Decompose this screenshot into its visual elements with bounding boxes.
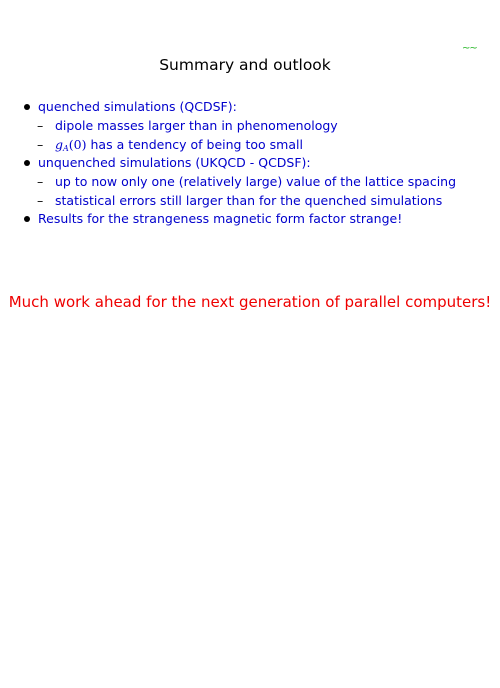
dash-icon: – [37,118,44,133]
subitem-text: dipole masses larger than in phenomenology [55,118,338,133]
math-argument: (0) [68,137,87,152]
subitem-text: up to now only one (relatively large) value of the lattice spacing [55,174,457,189]
slide-title: Summary and outlook [159,56,331,74]
bullet-item-strangeness [24,210,494,228]
bullet-list [24,98,494,228]
bullet-text: Results for the strangeness magnetic form factor strange! [38,211,403,226]
subitem-axial-charge [24,135,494,154]
subitem-text: has a tendency of being too small [90,137,303,152]
bullet-icon [24,216,30,222]
subitem-dipole-masses [24,116,494,135]
bullet-text: quenched simulations (QCDSF): [38,99,237,114]
bullet-icon [24,104,30,110]
navigation-mark-icon: ~~ [462,43,477,54]
axial-charge-symbol [55,137,69,152]
bullet-icon [24,160,30,166]
subitem-lattice-spacing [24,172,494,191]
math-symbol: g [55,137,64,152]
dash-icon: – [37,137,44,152]
dash-icon: – [37,193,44,208]
bullet-item-unquenched [24,154,494,172]
subitem-text: statistical errors still larger than for the quenched simulations [55,193,443,208]
subitem-statistical-errors [24,191,494,210]
highlight-statement: Much work ahead for the next generation of parallel computers! [8,293,492,311]
bullet-item-quenched [24,98,494,116]
dash-icon: – [37,174,44,189]
math-subscript: A [63,144,69,153]
bullet-text: unquenched simulations (UKQCD - QCDSF): [38,155,311,170]
